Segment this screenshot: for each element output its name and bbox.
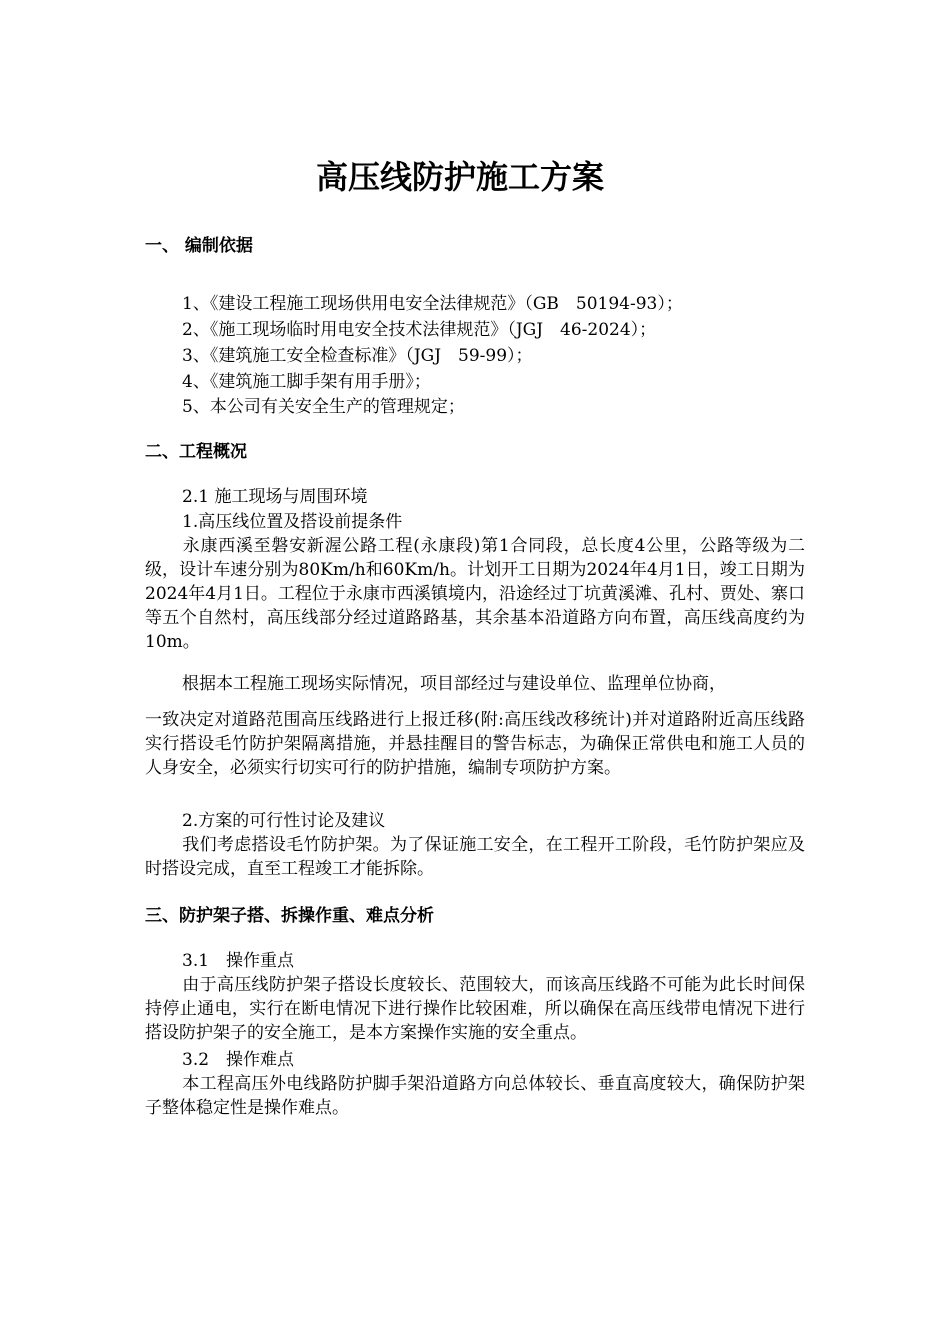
paragraph xyxy=(145,1072,805,1120)
list-item: 1、《建设工程施工现场供用电安全法律规范》（GB 50194-93）； xyxy=(182,294,683,314)
paragraph-text: 永康西溪至磐安新渥公路工程(永康段)第1合同段，总长度4公里，公路等级为二级，设计车速分别为80Km/h和60Km/h。计划开工日期为2024年4月1日，竣工日期为2024年4月1日。工程位于永康市西溪镇境内，沿途经过丁坑黄溪滩、孔村、贾处、寨口等五个自然村，高压线部分经过道路路基，其余基本沿道路方向布置，高压线高度约为10m。 xyxy=(145,536,805,652)
paragraph-text: 本工程高压外电线路防护脚手架沿道路方向总体较长、垂直高度较大，确保防护架子整体稳定性是操作难点。 xyxy=(145,1074,805,1118)
paragraph: 根据本工程施工现场实际情况，项目部经过与建设单位、监理单位协商， xyxy=(182,674,726,694)
paragraph-text: 我们考虑搭设毛竹防护架。为了保证施工安全，在工程开工阶段，毛竹防护架应及时搭设完成，直至工程竣工才能拆除。 xyxy=(145,835,805,879)
paragraph-text: 由于高压线防护架子搭设长度较长、范围较大，而该高压线路不可能为此长时间保持停止通电，实行在断电情况下进行操作比较困难，所以确保在高压线带电情况下进行搭设防护架子的安全施工，是本方案操作实施的安全重点。 xyxy=(145,975,805,1043)
section-heading-overview: 二、工程概况 xyxy=(145,442,247,462)
document-title: 高压线防护施工方案 xyxy=(315,158,604,196)
paragraph xyxy=(145,833,805,881)
subheading: 2.方案的可行性讨论及建议 xyxy=(182,811,386,831)
paragraph: 一致决定对道路范围高压线路进行上报迁移(附:高压线改移统计)并对道路附近高压线路实行搭设毛竹防护架隔离措施，并悬挂醒目的警告标志，为确保正常供电和施工人员的人身安全，必须实行切实可行的防护措施，编制专项防护方案。 xyxy=(145,710,805,778)
section-heading-basis: 一、 编制依据 xyxy=(145,236,253,256)
section-heading-analysis: 三、防护架子搭、拆操作重、难点分析 xyxy=(145,906,434,926)
list-item: 3、《建筑施工安全检查标准》（JGJ 59-99）； xyxy=(182,346,533,366)
paragraph xyxy=(145,534,805,654)
subheading: 3.1 操作重点 xyxy=(182,951,295,971)
list-item: 5、本公司有关安全生产的管理规定； xyxy=(182,397,465,417)
list-item: 4、《建筑施工脚手架有用手册》； xyxy=(182,372,431,392)
list-item: 2、《施工现场临时用电安全技术法律规范》（JGJ 46-2024）； xyxy=(182,320,657,340)
subheading: 2.1 施工现场与周围环境 xyxy=(182,487,368,507)
paragraph xyxy=(145,973,805,1045)
subheading: 3.2 操作难点 xyxy=(182,1050,295,1070)
subheading: 1.高压线位置及搭设前提条件 xyxy=(182,512,403,532)
